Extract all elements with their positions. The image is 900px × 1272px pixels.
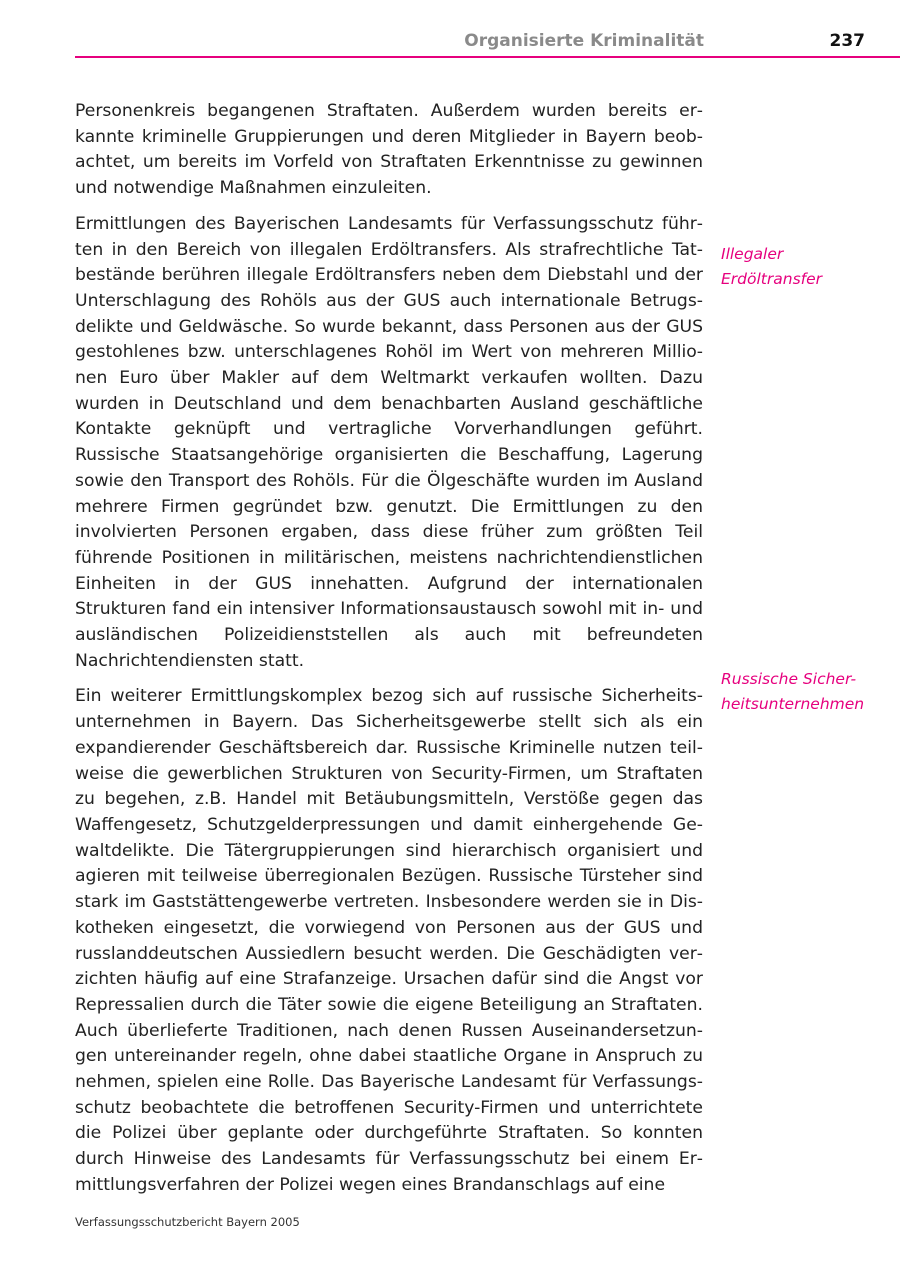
page-number: 237 [829, 31, 865, 51]
header-rule [75, 56, 900, 58]
paragraph-3: Ein weiterer Ermittlungskomplex bezog sich auf russische Sicherheitsunternehmen in Bayern. Das Sicherheitsgewerbe stellt sich als ein expandierender Geschäftsbereich dar. Russische Kriminelle nutzen teilweise die gewerblichen Strukturen von Security-Firmen, um Straftaten zu begehen, z.B. Handel mit Betäubungsmitteln, Verstöße gegen das Waffengesetz, Schutzgelderpressungen und damit einhergehende Gewaltdelikte. Die Tätergruppierungen sind hierarchisch organisiert und agieren mit teilweise überregionalen Bezügen. Russische Türsteher sind stark im Gaststättengewerbe vertreten. Insbesondere werden sie in Diskotheken eingesetzt, die vorwiegend von Personen aus der GUS und russlanddeutschen Aussiedlern besucht werden. Die Geschädigten verzichten häufig auf eine Strafanzeige. Ursachen dafür sind die Angst vor Repressalien durch die Täter sowie die eigene Beteiligung an Straftaten. Auch überlieferte Traditionen, nach denen Russen Auseinandersetzungen untereinander regeln, ohne dabei staatliche Organe in Anspruch zu nehmen, spielen eine Rolle. Das Bayerische Landesamt für Verfassungsschutz beobachtete die betroffenen Security-Firmen und unterrichtete die Polizei über geplante oder durchgeführte Straftaten. So konnten durch Hinweise des Landesamts für Verfassungsschutz bei einem Ermittlungsverfahren der Polizei wegen eines Brandanschlags auf eine [75, 686, 703, 1195]
margin-note-line: heitsunternehmen [721, 695, 865, 713]
margin-note-line: Russische Sicher- [721, 670, 857, 688]
paragraph-1: Personenkreis begangenen Straftaten. Außerdem wurden bereits erkannte kriminelle Gruppierungen und deren Mitglieder in Bayern beobachtet, um bereits im Vorfeld von Straftaten Erkenntnisse zu gewinnen und notwendige Maßnahmen einzuleiten. [75, 101, 703, 199]
margin-note-line: Erdöltransfer [721, 270, 823, 288]
margin-note-security-firms [721, 667, 891, 717]
body-text [75, 99, 703, 1209]
margin-note-illegal-oil-transfer [721, 242, 891, 292]
paragraph-2: Ermittlungen des Bayerischen Landesamts für Verfassungsschutz führten in den Bereich von illegalen Erdöltransfers. Als strafrechtliche Tatbestände berühren illegale Erdöltransfers neben dem Diebstahl und der Unterschlagung des Rohöls aus der GUS auch internationale Betrugsdelikte und Geldwäsche. So wurde bekannt, dass Personen aus der GUS gestohlenes bzw. unterschlagenes Rohöl im Wert von mehreren Millionen Euro über Makler auf dem Weltmarkt verkaufen wollten. Dazu wurden in Deutschland und dem benachbarten Ausland geschäftliche Kontakte geknüpft und vertragliche Vorverhandlungen geführt. Russische Staatsangehörige organisierten die Beschaffung, Lagerung sowie den Transport des Rohöls. Für die Ölgeschäfte wurden im Ausland mehrere Firmen gegründet bzw. genutzt. Die Ermittlungen zu den involvierten Personen ergaben, dass diese früher zum größten Teil führende Positionen in militärischen, meistens nachrichtendienstlichen Einheiten in der GUS innehatten. Aufgrund der internationalen Strukturen fand ein intensiver Informationsaustausch sowohl mit in- und ausländischen Polizeidienststellen als auch mit befreundeten Nachrichtendiensten statt. [75, 213, 703, 671]
margin-note-line: Illegaler [721, 245, 784, 263]
page-footer: Verfassungsschutzbericht Bayern 2005 [75, 1215, 300, 1229]
running-header-title: Organisierte Kriminalität [464, 31, 704, 51]
